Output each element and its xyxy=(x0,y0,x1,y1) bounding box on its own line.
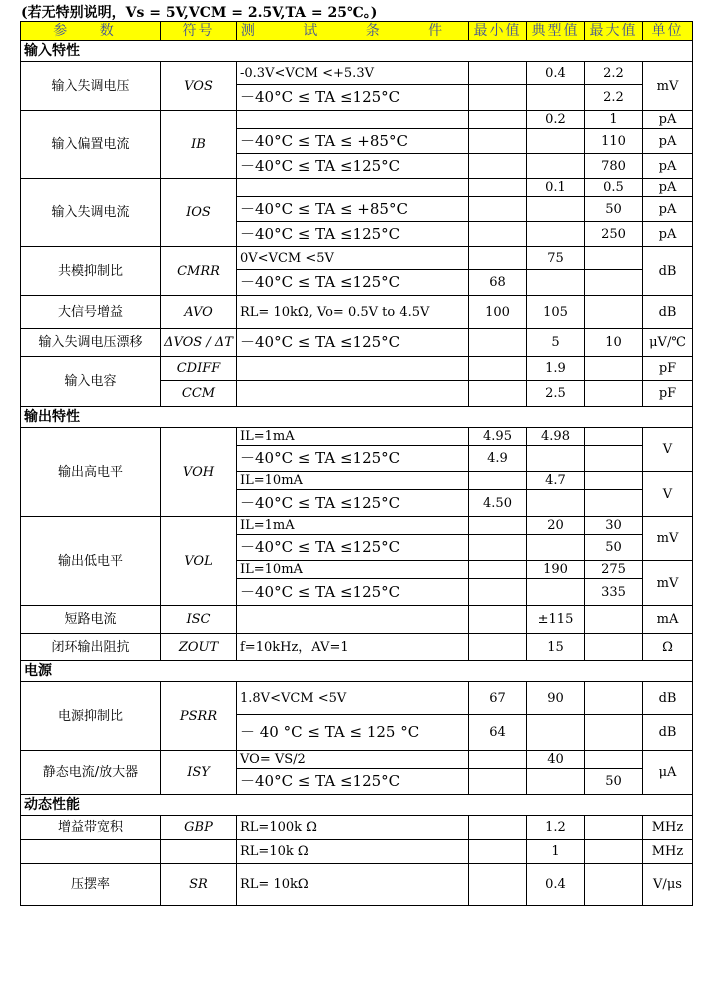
test-conditions-note: (若无特别说明，Vs = 5V,VCM = 2.5V,TA = 25℃。) xyxy=(21,5,378,21)
typ-value: 0.2 xyxy=(527,111,585,129)
param-name: 输入失调电压漂移 xyxy=(21,329,161,357)
typ-value: 40 xyxy=(527,751,585,769)
param-name: 静态电流/放大器 xyxy=(21,751,161,795)
max-value: 10 xyxy=(585,329,643,357)
typ-value: 75 xyxy=(527,247,585,270)
unit: mV xyxy=(643,517,693,561)
table-row xyxy=(21,357,693,381)
test-condition: RL= 10kΩ, Vo= 0.5V to 4.5V xyxy=(237,296,469,329)
typ-value: 190 xyxy=(527,561,585,579)
typ-value: 1.2 xyxy=(527,816,585,840)
min-value: 68 xyxy=(469,270,527,296)
typ-value: 4.98 xyxy=(527,428,585,446)
param-name: 共模抑制比 xyxy=(21,247,161,296)
param-symbol: IOS xyxy=(161,179,237,247)
unit: mV xyxy=(643,561,693,606)
table-row xyxy=(21,517,693,535)
test-condition: －40°C ≤ TA ≤125°C xyxy=(237,769,469,795)
typ-value: 20 xyxy=(527,517,585,535)
unit: pA xyxy=(643,197,693,222)
test-condition: －40°C ≤ TA ≤125°C xyxy=(237,270,469,296)
section-dynamic: 动态性能 xyxy=(21,795,693,816)
param-symbol: CCM xyxy=(161,381,237,407)
header-param: 参 数 xyxy=(21,22,161,41)
min-value: 4.9 xyxy=(469,446,527,472)
table-row xyxy=(21,682,693,715)
section-power: 电源 xyxy=(21,661,693,682)
param-name: 输出高电平 xyxy=(21,428,161,517)
param-name: 输出低电平 xyxy=(21,517,161,606)
max-value: 335 xyxy=(585,579,643,606)
section-output: 输出特性 xyxy=(21,407,693,428)
test-condition: －40°C ≤ TA ≤125°C xyxy=(237,535,469,561)
typ-value: 2.5 xyxy=(527,381,585,407)
unit: dB xyxy=(643,715,693,751)
table-row xyxy=(21,179,693,197)
max-value: 2.2 xyxy=(585,85,643,111)
max-value: 780 xyxy=(585,154,643,179)
specification-table xyxy=(20,21,693,906)
table-row xyxy=(21,296,693,329)
param-name: 电源抑制比 xyxy=(21,682,161,751)
max-value: 2.2 xyxy=(585,62,643,85)
param-name: 输入偏置电流 xyxy=(21,111,161,179)
min-value: 67 xyxy=(469,682,527,715)
header-max: 最大值 xyxy=(585,22,643,41)
param-symbol: GBP xyxy=(161,816,237,840)
test-condition: －40°C ≤ TA ≤125°C xyxy=(237,222,469,247)
unit: V xyxy=(643,472,693,517)
min-value: 4.50 xyxy=(469,490,527,517)
test-condition: RL=10k Ω xyxy=(237,840,469,864)
typ-value: 0.1 xyxy=(527,179,585,197)
max-value: 30 xyxy=(585,517,643,535)
test-condition: －40°C ≤ TA ≤125°C xyxy=(237,579,469,606)
test-condition: 1.8V<VCM <5V xyxy=(237,682,469,715)
param-symbol: AVO xyxy=(161,296,237,329)
section-input: 输入特性 xyxy=(21,41,693,62)
test-condition: IL=1mA xyxy=(237,517,469,535)
param-symbol: CMRR xyxy=(161,247,237,296)
unit: MHz xyxy=(643,816,693,840)
test-condition: IL=1mA xyxy=(237,428,469,446)
unit: V xyxy=(643,428,693,472)
max-value: 250 xyxy=(585,222,643,247)
table-row xyxy=(21,111,693,129)
typ-value: 1 xyxy=(527,840,585,864)
unit: V/μs xyxy=(643,864,693,906)
param-symbol: IB xyxy=(161,111,237,179)
header-min: 最小值 xyxy=(469,22,527,41)
param-symbol: VOH xyxy=(161,428,237,517)
min-value: 4.95 xyxy=(469,428,527,446)
unit: dB xyxy=(643,296,693,329)
header-test-conditions: 测 试 条 件 xyxy=(237,22,469,41)
param-name: 增益带宽积 xyxy=(21,816,161,840)
unit: pA xyxy=(643,111,693,129)
unit: mA xyxy=(643,606,693,634)
test-condition: －40°C ≤ TA ≤ +85°C xyxy=(237,197,469,222)
typ-value: 90 xyxy=(527,682,585,715)
test-condition: －40°C ≤ TA ≤125°C xyxy=(237,490,469,517)
test-condition: －40°C ≤ TA ≤125°C xyxy=(237,85,469,111)
param-name: 输入失调电流 xyxy=(21,179,161,247)
param-symbol: VOS xyxy=(161,62,237,111)
min-value: 100 xyxy=(469,296,527,329)
table-row xyxy=(21,329,693,357)
param-symbol: ISY xyxy=(161,751,237,795)
unit: pF xyxy=(643,381,693,407)
test-condition: －40°C ≤ TA ≤125°C xyxy=(237,329,469,357)
typ-value: 0.4 xyxy=(527,864,585,906)
test-condition: 0V<VCM <5V xyxy=(237,247,469,270)
test-condition: IL=10mA xyxy=(237,561,469,579)
param-name: 输入失调电压 xyxy=(21,62,161,111)
table-row xyxy=(21,247,693,270)
unit: pA xyxy=(643,179,693,197)
unit: dB xyxy=(643,247,693,296)
typ-value: 1.9 xyxy=(527,357,585,381)
test-condition: f=10kHz，AV=1 xyxy=(237,634,469,661)
header-symbol: 符号 xyxy=(161,22,237,41)
typ-value: 105 xyxy=(527,296,585,329)
max-value: 1 xyxy=(585,111,643,129)
param-symbol: ISC xyxy=(161,606,237,634)
unit: MHz xyxy=(643,840,693,864)
param-name: 短路电流 xyxy=(21,606,161,634)
test-condition: －40°C ≤ TA ≤ +85°C xyxy=(237,129,469,154)
max-value: 50 xyxy=(585,769,643,795)
typ-value: ±115 xyxy=(527,606,585,634)
param-symbol: VOL xyxy=(161,517,237,606)
param-symbol: ΔVOS / ΔT xyxy=(161,329,237,357)
unit: dB xyxy=(643,682,693,715)
header-typ: 典型值 xyxy=(527,22,585,41)
typ-value: 0.4 xyxy=(527,62,585,85)
test-condition: IL=10mA xyxy=(237,472,469,490)
table-row xyxy=(21,816,693,840)
param-name: 大信号增益 xyxy=(21,296,161,329)
unit: μA xyxy=(643,751,693,795)
table-row xyxy=(21,751,693,769)
test-condition: RL= 10kΩ xyxy=(237,864,469,906)
max-value: 0.5 xyxy=(585,179,643,197)
param-name: 输入电容 xyxy=(21,357,161,407)
max-value: 50 xyxy=(585,197,643,222)
test-condition: － 40 °C ≤ TA ≤ 125 °C xyxy=(237,715,469,751)
max-value: 275 xyxy=(585,561,643,579)
header-unit: 单位 xyxy=(643,22,693,41)
unit: mV xyxy=(643,62,693,111)
param-symbol: PSRR xyxy=(161,682,237,751)
table-row xyxy=(21,864,693,906)
param-symbol: SR xyxy=(161,864,237,906)
table-row xyxy=(21,840,693,864)
test-condition: -0.3V<VCM <+5.3V xyxy=(237,62,469,85)
unit: μV/℃ xyxy=(643,329,693,357)
param-name: 压摆率 xyxy=(21,864,161,906)
unit: pF xyxy=(643,357,693,381)
table-header-row xyxy=(21,22,693,41)
test-condition: VO= VS/2 xyxy=(237,751,469,769)
param-symbol: ZOUT xyxy=(161,634,237,661)
test-condition: RL=100k Ω xyxy=(237,816,469,840)
param-symbol: CDIFF xyxy=(161,357,237,381)
unit: pA xyxy=(643,129,693,154)
table-row xyxy=(21,62,693,85)
test-condition: －40°C ≤ TA ≤125°C xyxy=(237,446,469,472)
typ-value: 15 xyxy=(527,634,585,661)
param-name: 闭环输出阻抗 xyxy=(21,634,161,661)
table-row xyxy=(21,606,693,634)
table-row xyxy=(21,428,693,446)
unit: Ω xyxy=(643,634,693,661)
typ-value: 5 xyxy=(527,329,585,357)
min-value: 64 xyxy=(469,715,527,751)
unit: pA xyxy=(643,222,693,247)
table-row xyxy=(21,634,693,661)
max-value: 50 xyxy=(585,535,643,561)
unit: pA xyxy=(643,154,693,179)
typ-value: 4.7 xyxy=(527,472,585,490)
test-condition: －40°C ≤ TA ≤125°C xyxy=(237,154,469,179)
max-value: 110 xyxy=(585,129,643,154)
